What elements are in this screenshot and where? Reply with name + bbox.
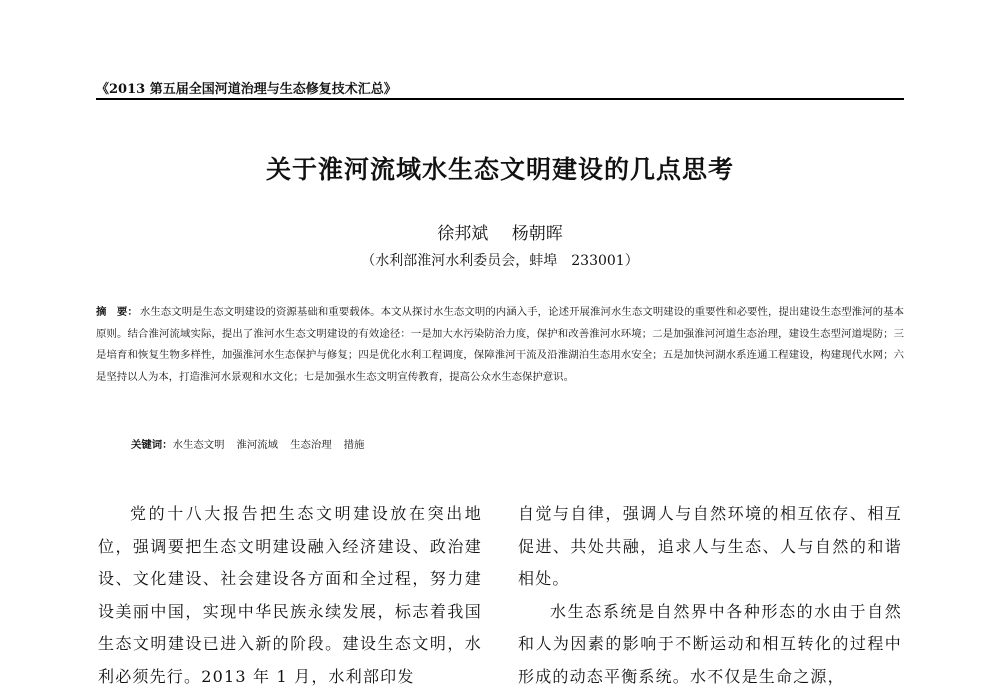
abstract <box>96 302 904 388</box>
author-name: 杨朝晖 <box>512 224 563 244</box>
affiliation: （水利部淮河水利委员会，蚌埠 233001） <box>0 250 1000 270</box>
body-column-left <box>98 498 482 693</box>
keywords-label: 关键词： <box>131 439 173 451</box>
author-list <box>0 219 1000 244</box>
body-paragraph: 党的十八大报告把生态文明建设放在突出地位，强调要把生态文明建设融入经济建设、政治建设、文化建设、社会建设各方面和全过程，努力建设美丽中国，实现中华民族永续发展，标志着我国生态文明建设已进入新的阶段。建设生态文明，水利必须先行。2013 年 1 月，水利部印发 <box>98 498 482 693</box>
body-column-right <box>518 498 902 693</box>
keyword: 生态治理 <box>290 439 332 451</box>
abstract-text: 水生态文明是生态文明建设的资源基础和重要载体。本文从探讨水生态文明的内涵入手，论述开展淮河水生态文明建设的重要性和必要性，提出建设生态型淮河的基本原则。结合淮河流域实际，提出了淮河水生态文明建设的有效途径：一是加大水污染防治力度，保护和改善淮河水环境；二是加强淮河河道生态治理，建设生态型河道堤防；三是培育和恢复生物多样性，加强淮河水生态保护与修复；四是优化水利工程调度，保障淮河干流及沿淮湖泊生态用水安全；五是加快河湖水系连通工程建设，构建现代水网；六是坚持以人为本，打造淮河水景观和水文化；七是加强水生态文明宣传教育，提高公众水生态保护意识。 <box>96 306 904 383</box>
keyword: 措施 <box>344 439 365 451</box>
body-paragraph: 水生态系统是自然界中各种形态的水由于自然和人为因素的影响于不断运动和相互转化的过程中形成的动态平衡系统。水不仅是生命之源， <box>518 596 902 693</box>
keyword: 淮河流域 <box>237 439 279 451</box>
abstract-label: 摘 要： <box>96 306 138 318</box>
header-rule <box>96 98 904 100</box>
keyword: 水生态文明 <box>173 439 225 451</box>
keywords <box>131 437 376 453</box>
paper-title: 关于淮河流域水生态文明建设的几点思考 <box>0 150 1000 186</box>
body-paragraph: 自觉与自律，强调人与自然环境的相互依存、相互促进、共处共融，追求人与生态、人与自然的和谐相处。 <box>518 498 902 596</box>
running-head: 《2013 第五届全国河道治理与生态修复技术汇总》 <box>96 78 397 97</box>
author-name: 徐邦斌 <box>437 224 488 244</box>
